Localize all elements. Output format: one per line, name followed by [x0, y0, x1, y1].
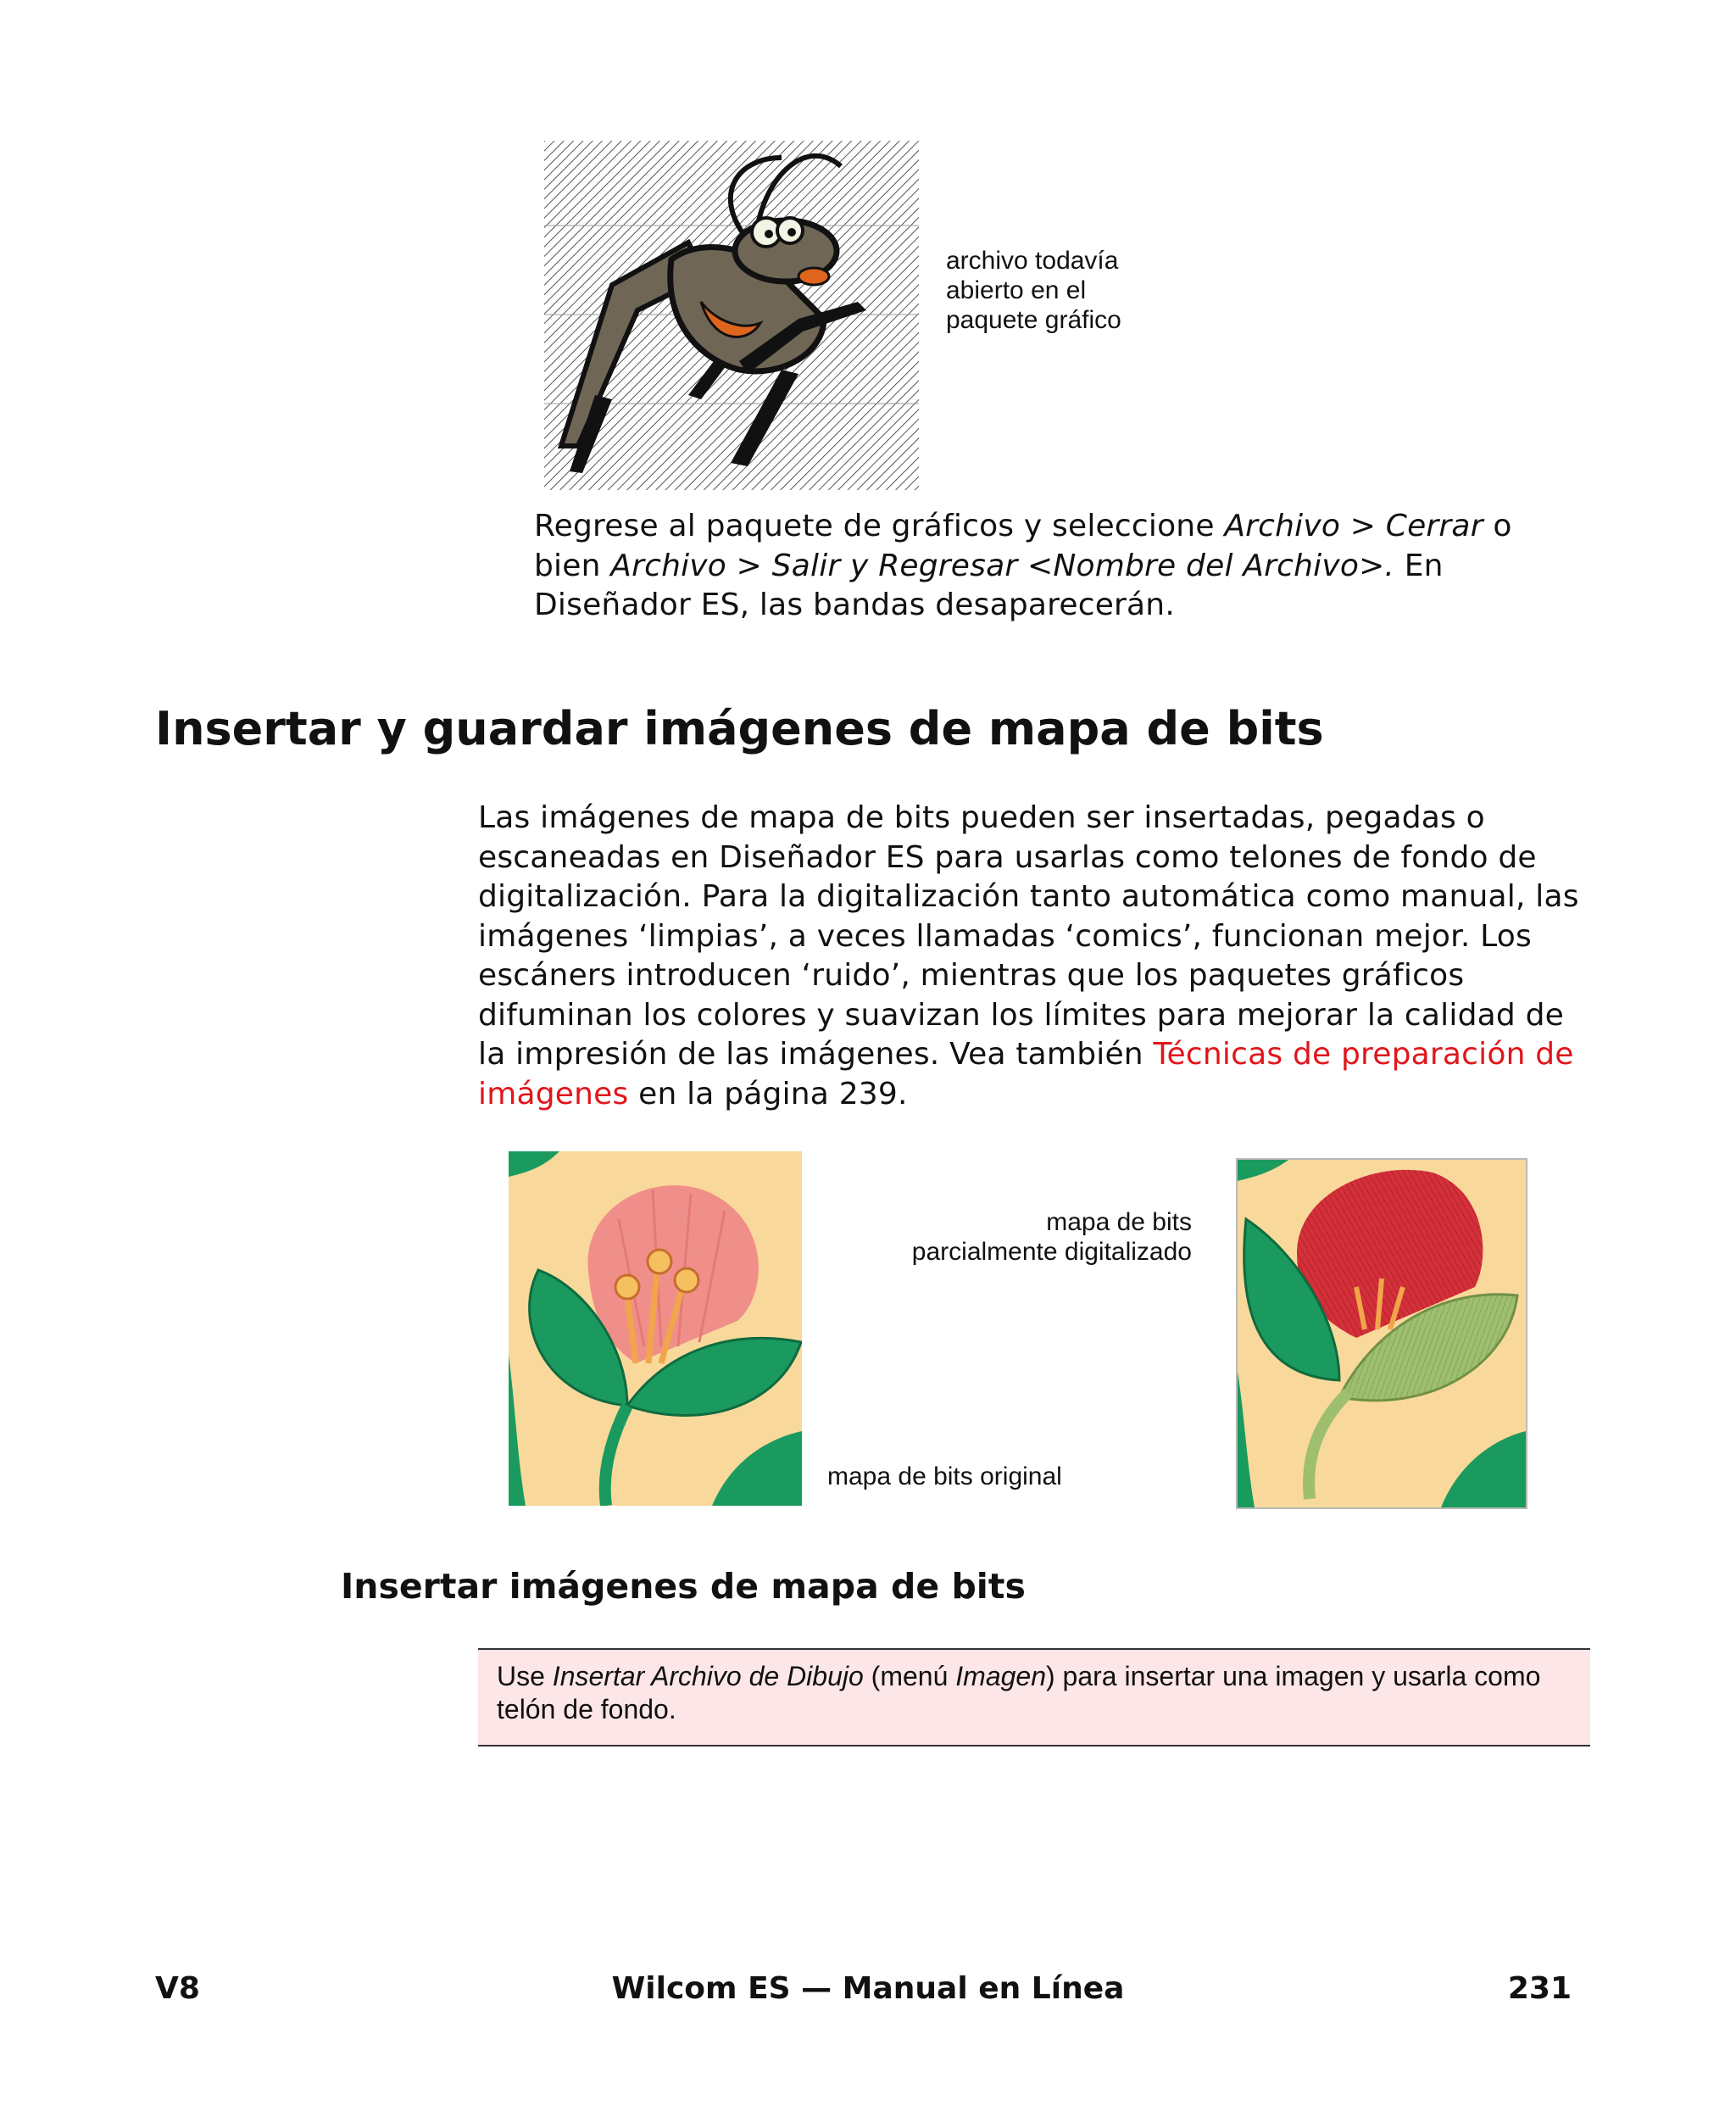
footer-manual-title: Wilcom ES — Manual en Línea [611, 1971, 1125, 2006]
image-menu-reference: Imagen [955, 1661, 1046, 1691]
section-title: Insertar y guardar imágenes de mapa de bits [155, 702, 1324, 755]
grasshopper-illustration [544, 141, 919, 490]
embroidered-flower-illustration [1238, 1160, 1526, 1507]
original-bitmap-caption: mapa de bits original [827, 1462, 1062, 1490]
image-preparation-link[interactable]: Técnicas de preparación de imágenes [478, 1037, 1574, 1111]
note-text: Use Insertar Archivo de Dibujo (menú Imagen) para insertar una imagen y usarla como telón de fondo. [497, 1661, 1541, 1724]
section-paragraph: Las imágenes de mapa de bits pueden ser insertadas, pegadas o escaneadas en Diseñador ES para usarlas como telones de fondo de digitalización. Para la digitalización tanto automática como manual, las imágenes ‘limpias’, a veces llamadas ‘comics’, funcionan mejor. Los escáners introducen ‘ruido’, mientras que los paquetes gráficos difuminan los colores y suavizan los límites para mejorar la calidad de la impresión de las imágenes. Vea también Técnicas de preparación de imágenes en la página 239. [478, 800, 1579, 1111]
partially-digitized-image [1236, 1158, 1527, 1509]
footer-version: V8 [155, 1971, 200, 2006]
footer-page-number: 231 [1507, 1971, 1572, 2006]
grasshopper-image [544, 141, 919, 490]
close-instructions-paragraph: Regrese al paquete de gráficos y seleccione Archivo > Cerrar o bien Archivo > Salir y Regresar <Nombre del Archivo>. En Diseñador ES, las bandas desaparecerán. [534, 509, 1512, 622]
partially-digitized-caption: mapa de bits parcialmente digitalizado [911, 1208, 1192, 1266]
original-bitmap-image [509, 1151, 802, 1506]
insert-drawing-file-command: Insertar Archivo de Dibujo [552, 1661, 864, 1691]
grasshopper-caption: archivo todavía abierto en el paquete gráfico [946, 247, 1121, 334]
flower-illustration [509, 1151, 802, 1506]
note-box [478, 1648, 1590, 1747]
subsection-title: Insertar imágenes de mapa de bits [341, 1566, 1026, 1607]
